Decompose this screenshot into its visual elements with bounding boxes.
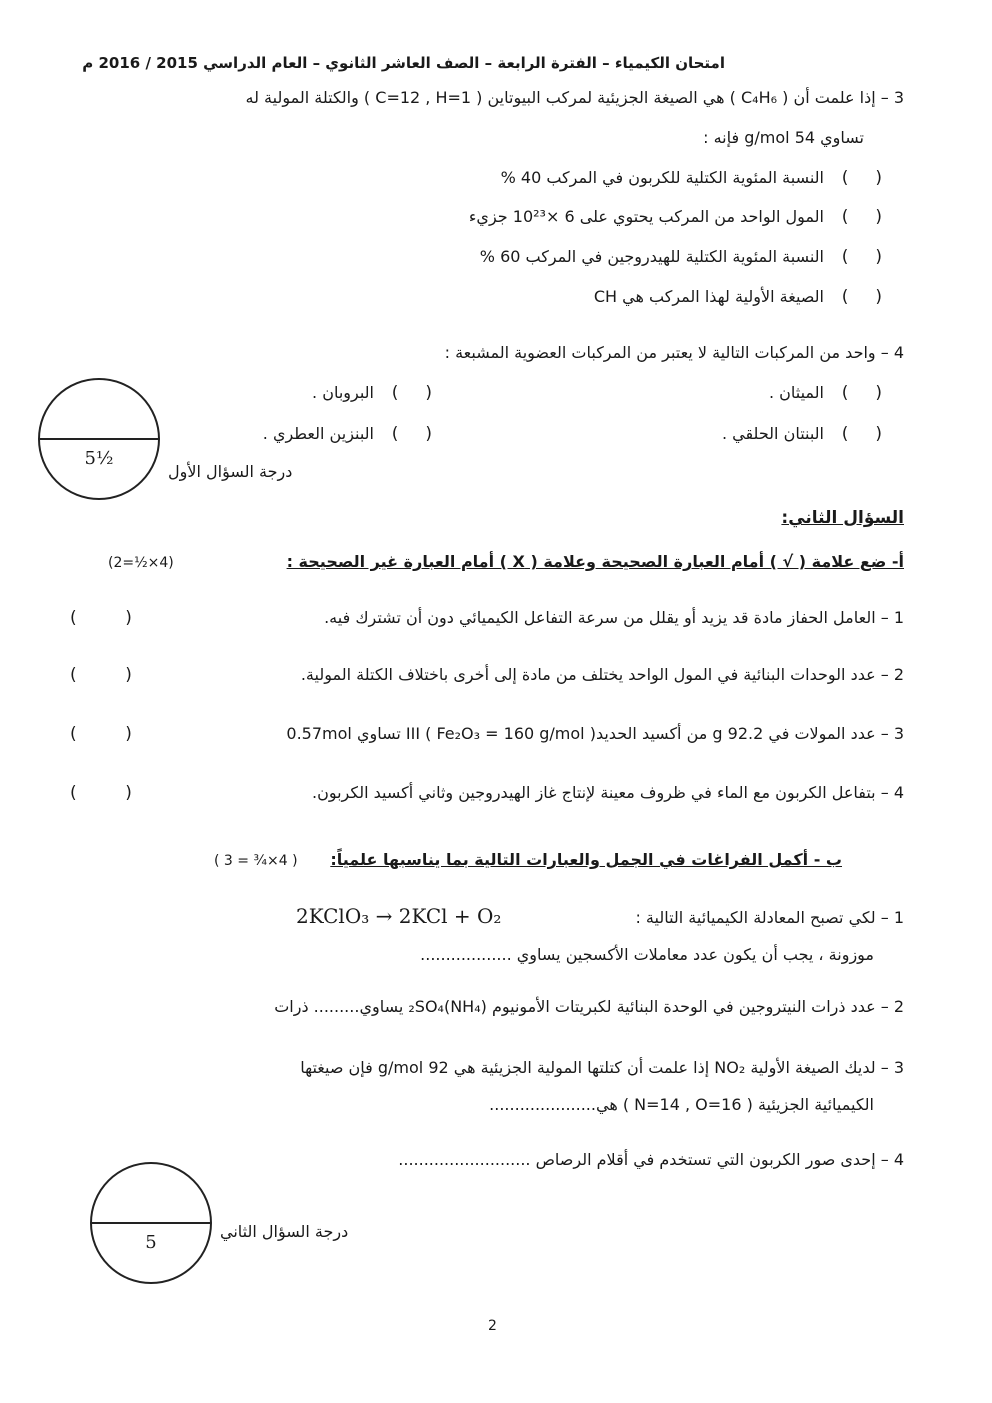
q4-option-4: البنزين العطري .: [262, 424, 374, 443]
partB-item-3-cont[interactable]: الكيميائية الجزيئية ( N=14 , O=16 ) هي.....................: [489, 1095, 874, 1114]
partB-instruction: ب - أكمل الفراغات في الجمل والعبارات التالية بما يناسبها علمياً:: [330, 850, 842, 869]
score-q2-label: درجة السؤال الثاني: [220, 1222, 349, 1241]
partA-marks: (2=½×4): [108, 555, 174, 571]
q3-option-3-box[interactable]: ( ): [841, 247, 882, 267]
partB-item-1: 1 – لكي تصبح المعادلة الكيميائية التالية :: [635, 908, 904, 927]
page-number: 2: [488, 1318, 497, 1334]
score-q1-value: 5½: [84, 448, 114, 469]
q3-option-1-box[interactable]: ( ): [841, 168, 882, 188]
q4-option-1-box[interactable]: ( ): [841, 383, 882, 403]
partA-item-2-box[interactable]: ( ): [70, 665, 132, 685]
q3-option-4: الصيغة الأولية لهذا المركب هي CH: [593, 287, 824, 306]
partB-item-4[interactable]: 4 – إحدى صور الكربون التي تستخدم في أقلام الرصاص ..........................: [398, 1150, 904, 1169]
q3-stem-line1: 3 – إذا علمت أن ( C₄H₆ ) هي الصيغة الجزيئية لمركب البيوتاين ( C=12 , H=1 ) والكتلة المولية له: [245, 88, 904, 107]
partA-item-1: 1 – العامل الحفاز مادة قد يزيد أو يقلل من سرعة التفاعل الكيميائي دون أن تشترك فيه.: [324, 608, 904, 627]
q4-option-1: الميثان .: [768, 383, 824, 402]
partB-item-1-cont[interactable]: موزونة ، يجب أن يكون عدد معاملات الأكسجين يساوي ..................: [420, 945, 874, 964]
q3-option-2-box[interactable]: ( ): [841, 207, 882, 227]
q3-stem-line2: تساوي 54 g/mol فإنه :: [703, 128, 864, 147]
partB-marks: ( 3 = ¾×4 ): [214, 853, 298, 869]
q3-option-3: النسبة المئوية الكتلية للهيدروجين في المركب 60 %: [479, 247, 824, 266]
partA-item-3: 3 – عدد المولات في 92.2 g من أكسيد الحديدIII ( Fe₂O₃ = 160 g/mol ) تساوي 0.57mol: [286, 724, 904, 743]
partB-equation: 2KClO₃ → 2KCl + O₂: [296, 904, 502, 928]
partA-item-1-box[interactable]: ( ): [70, 608, 132, 628]
partA-item-4: 4 – بتفاعل الكربون مع الماء في ظروف معينة لإنتاج غاز الهيدروجين وثاني أكسيد الكربون.: [312, 783, 904, 802]
q4-option-4-box[interactable]: ( ): [391, 424, 432, 444]
partB-item-2[interactable]: 2 – عدد ذرات النيتروجين في الوحدة البنائية لكبريتات الأمونيوم (NH₄)₂SO₄ يساوي......... ذرات: [274, 997, 904, 1016]
score-q1-label: درجة السؤال الأول: [168, 462, 293, 481]
q3-option-1: النسبة المئوية الكتلية للكربون في المركب 40 %: [500, 168, 824, 187]
q3-option-4-box[interactable]: ( ): [841, 287, 882, 307]
score-circle-q2: [90, 1162, 212, 1284]
partA-item-4-box[interactable]: ( ): [70, 783, 132, 803]
section2-title: السؤال الثاني:: [781, 508, 904, 528]
q4-option-2: البروبان .: [312, 383, 374, 402]
score-q2-value: 5: [145, 1232, 157, 1253]
partA-item-3-box[interactable]: ( ): [70, 724, 132, 744]
q4-option-3: البنتان الحلقي .: [721, 424, 824, 443]
q4-stem: 4 – واحد من المركبات التالية لا يعتبر من المركبات العضوية المشبعة :: [444, 343, 904, 362]
q4-option-2-box[interactable]: ( ): [391, 383, 432, 403]
partB-item-3[interactable]: 3 – لديك الصيغة الأولية NO₂ إذا علمت أن كتلتها المولية الجزيئية هي 92 g/mol فإن صيغتها: [300, 1058, 904, 1077]
score-circle-q1: [38, 378, 160, 500]
partA-instruction: أ- ضع علامة ( √ ) أمام العبارة الصحيحة وعلامة ( X ) أمام العبارة غير الصحيحة :: [286, 552, 904, 571]
q3-option-2: المول الواحد من المركب يحتوي على 6 ×10²³ جزيء: [468, 207, 824, 226]
partA-item-2: 2 – عدد الوحدات البنائية في المول الواحد يختلف من مادة إلى أخرى باختلاف الكتلة المولية.: [300, 665, 904, 684]
exam-header: امتحان الكيمياء – الفترة الرابعة – الصف العاشر الثانوي – العام الدراسي 2015 / 2016 م: [82, 54, 725, 72]
q4-option-3-box[interactable]: ( ): [841, 424, 882, 444]
